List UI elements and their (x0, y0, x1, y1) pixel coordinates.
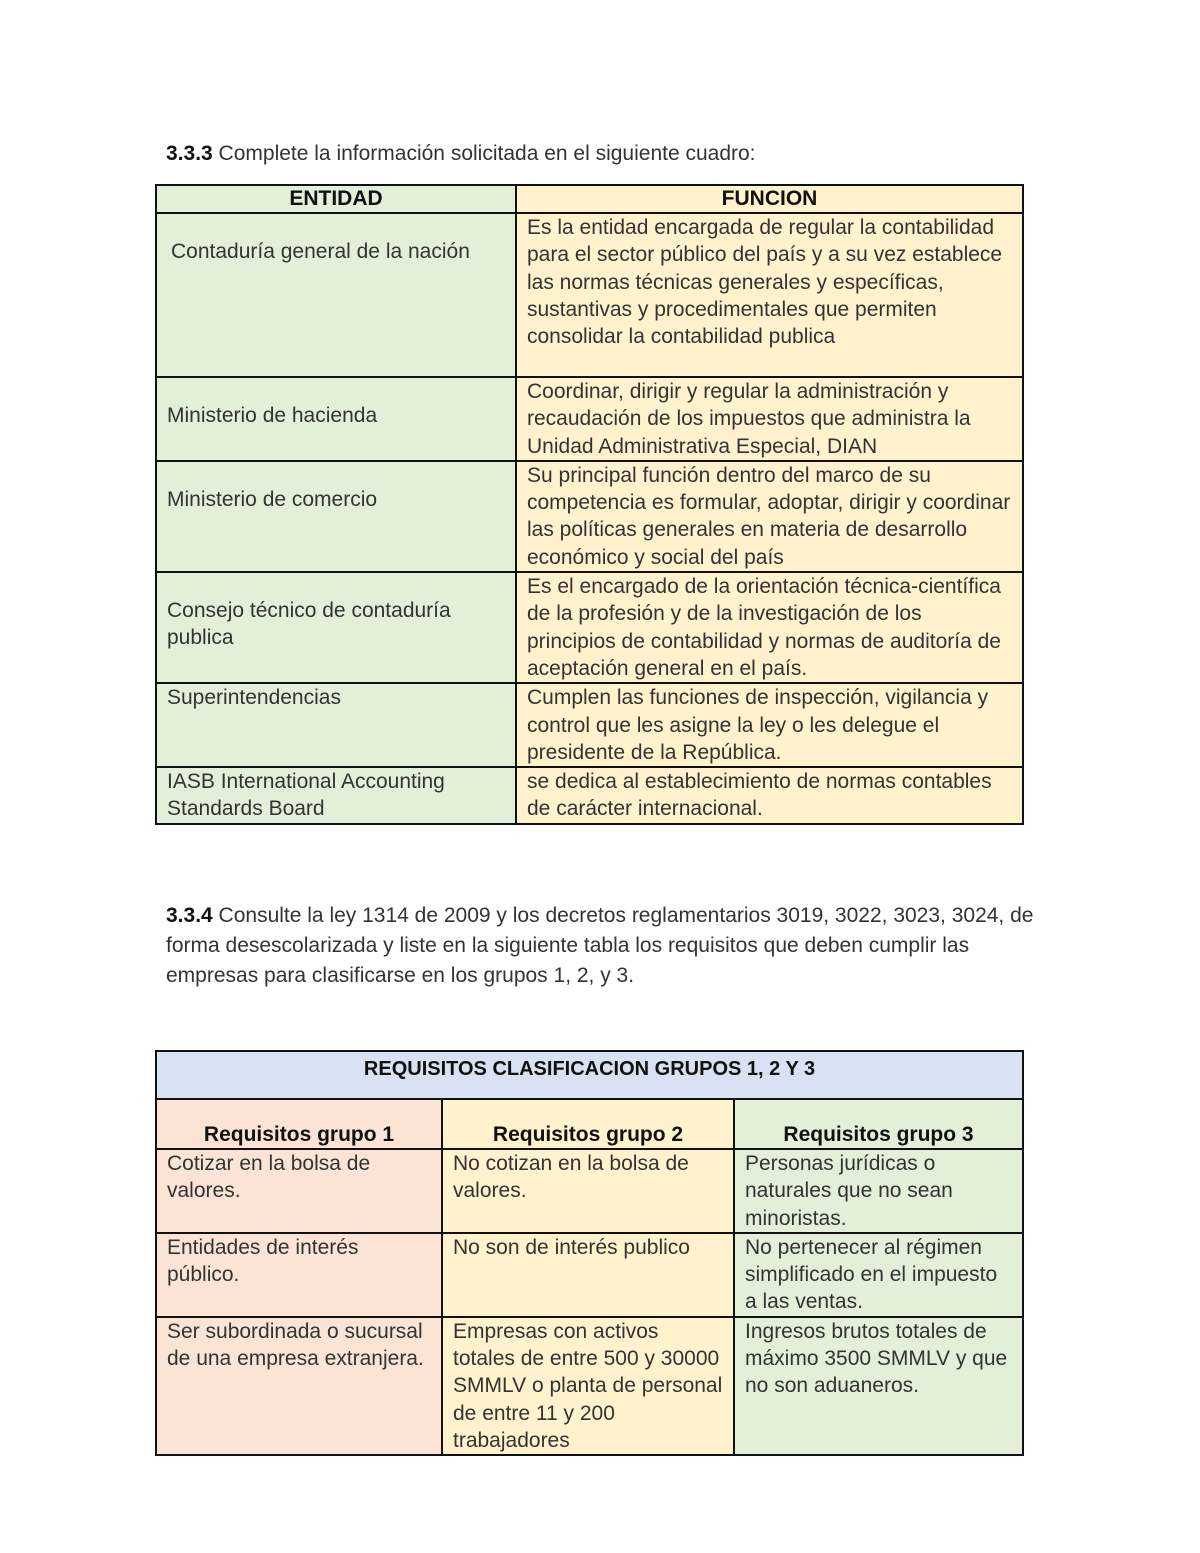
table-row (156, 1317, 1023, 1455)
entidad-text: Ministerio de hacienda (167, 404, 378, 427)
table-row (156, 572, 1023, 683)
table-title: REQUISITOS CLASIFICACION GRUPOS 1, 2 Y 3 (156, 1051, 1023, 1099)
entidad-cell (156, 461, 516, 572)
entidad-text: Ministerio de comercio (167, 487, 378, 511)
header-grupo-1: Requisitos grupo 1 (156, 1099, 442, 1149)
entidad-text: IASB International Accounting Standards Board (167, 770, 445, 821)
grupo-2-cell: No cotizan en la bolsa de valores. (442, 1149, 734, 1233)
grupo-2-cell: No son de interés publico (442, 1233, 734, 1317)
entidad-cell (156, 767, 516, 824)
table-row (156, 461, 1023, 572)
header-entidad: ENTIDAD (156, 185, 516, 213)
grupo-1-cell: Cotizar en la bolsa de valores. (156, 1149, 442, 1233)
table-title-row (156, 1051, 1023, 1099)
funcion-cell: Coordinar, dirigir y regular la administración y recaudación de los impuestos que administra la Unidad Administrativa Especial, DIAN (516, 377, 1023, 461)
entidad-text: Superintendencias (167, 686, 341, 710)
funcion-cell: se dedica al establecimiento de normas contables de carácter internacional. (516, 767, 1023, 824)
table-row (156, 1233, 1023, 1317)
table-row (156, 213, 1023, 377)
grupo-3-cell: Ingresos brutos totales de máximo 3500 SMMLV y que no son aduaneros. (734, 1317, 1023, 1455)
section-3-3-3-instruction (166, 139, 1046, 169)
header-grupo-2: Requisitos grupo 2 (442, 1099, 734, 1149)
requirements-table (155, 1050, 1024, 1456)
table-row (156, 377, 1023, 461)
table-row (156, 767, 1023, 824)
section-text: Consulte la ley 1314 de 2009 y los decretos reglamentarios 3019, 3022, 3023, 3024, de forma desescolarizada y liste en la siguiente tabla los requisitos que deben cumplir las empresas para clasificarse en los grupos 1, 2, y 3. (166, 904, 1034, 987)
grupo-3-cell: Personas jurídicas o naturales que no sean minoristas. (734, 1149, 1023, 1233)
entities-table (155, 184, 1024, 825)
entidad-cell (156, 377, 516, 461)
funcion-cell: Cumplen las funciones de inspección, vigilancia y control que les asigne la ley o les delegue el presidente de la República. (516, 683, 1023, 767)
entidad-text: Contaduría general de la nación (171, 240, 470, 263)
grupo-1-cell: Ser subordinada o sucursal de una empresa extranjera. (156, 1317, 442, 1455)
table-header-row (156, 1099, 1023, 1149)
entidad-cell (156, 683, 516, 767)
header-funcion: FUNCION (516, 185, 1023, 213)
funcion-cell: Su principal función dentro del marco de su competencia es formular, adoptar, dirigir y coordinar las políticas generales en materia de desarrollo económico y social del país (516, 461, 1023, 572)
section-number: 3.3.3 (166, 142, 213, 165)
table-row (156, 683, 1023, 767)
funcion-cell: Es la entidad encargada de regular la contabilidad para el sector público del país y a su vez establece las normas técnicas generales y específicas, sustantivas y procedimentales que permiten consolidar la contabilidad publica (516, 213, 1023, 377)
entidad-cell (156, 213, 516, 377)
grupo-1-cell: Entidades de interés público. (156, 1233, 442, 1317)
entidad-cell (156, 572, 516, 683)
grupo-3-cell: No pertenecer al régimen simplificado en el impuesto a las ventas. (734, 1233, 1023, 1317)
section-number: 3.3.4 (166, 904, 213, 927)
section-3-3-4-instruction (166, 901, 1046, 991)
header-grupo-3: Requisitos grupo 3 (734, 1099, 1023, 1149)
funcion-cell: Es el encargado de la orientación técnica-científica de la profesión y de la investigación de los principios de contabilidad y normas de auditoría de aceptación general en el país. (516, 572, 1023, 683)
section-text: Complete la información solicitada en el siguiente cuadro: (212, 142, 756, 165)
grupo-2-cell: Empresas con activos totales de entre 500 y 30000 SMMLV o planta de personal de entre 11 y 200 trabajadores (442, 1317, 734, 1455)
entidad-text: Consejo técnico de contaduría publica (167, 599, 451, 650)
table-row (156, 1149, 1023, 1233)
table-header-row (156, 185, 1023, 213)
